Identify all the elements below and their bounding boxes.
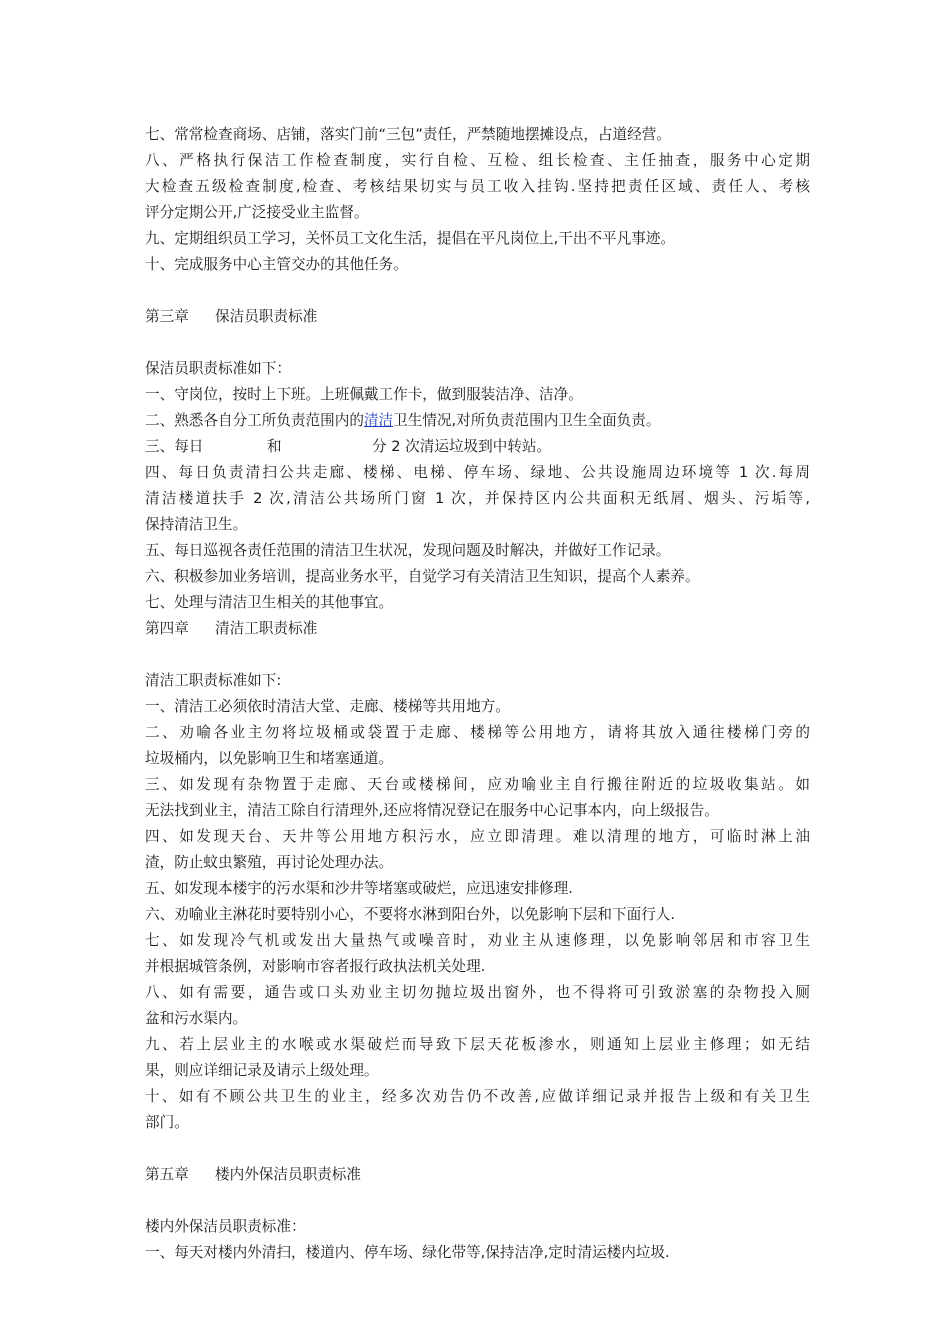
chapter-3-item-2-prefix: 二、熟悉各自分工所负责范围内的 <box>145 412 364 429</box>
paragraph-item-10: 十、完成服务中心主管交办的其他任务。 <box>145 256 408 273</box>
spacer <box>145 330 810 356</box>
chapter-4-item-10-line-2: 部门。 <box>145 1114 189 1131</box>
chapter-4-item-4-line-1: 四、如发现天台、天井等公用地方积污水，应立即清理。难以清理的地方，可临时淋上油 <box>145 828 810 845</box>
chapter-4-item-10-line-1: 十、如有不顾公共卫生的业主，经多次劝告仍不改善,应做详细记录并报告上级和有关卫生 <box>145 1088 810 1105</box>
chapter-4-item-3-line-2: 无法找到业主，清洁工除自行清理外,还应将情况登记在服务中心记事本内，向上级报告。 <box>145 802 719 819</box>
chapter-3-number: 第三章 <box>145 308 189 325</box>
chapter-3-intro: 保洁员职责标准如下： <box>145 360 291 377</box>
chapter-4-item-1: 一、清洁工必须依时清洁大堂、走廊、楼梯等共用地方。 <box>145 698 510 715</box>
chapter-4-item-5: 五、如发现本楼宇的污水渠和沙井等堵塞或破烂，应迅速安排修理. <box>145 880 573 897</box>
chapter-3-item-6: 六、积极参加业务培训，提高业务水平，自觉学习有关清洁卫生知识，提高个人素养。 <box>145 568 700 585</box>
chapter-3-item-2 <box>145 408 810 434</box>
paragraph-item-8-line-2: 大检查五级检查制度,检查、考核结果切实与员工收入挂钩.坚持把责任区域、责任人、考核 <box>145 178 810 195</box>
chapter-4-item-8-line-2: 盆和污水渠内。 <box>145 1010 248 1027</box>
chapter-4-item-9-line-2: 果，则应详细记录及请示上级处理。 <box>145 1062 379 1079</box>
chapter-5-heading <box>145 1162 810 1188</box>
document-page <box>145 122 810 1266</box>
spacer <box>145 1188 810 1214</box>
chapter-3-heading <box>145 304 810 330</box>
chapter-5-number: 第五章 <box>145 1166 189 1183</box>
chapter-4-item-6: 六、劝喻业主淋花时要特别小心，不要将水淋到阳台外，以免影响下层和下面行人. <box>145 906 676 923</box>
spacer <box>145 642 810 668</box>
chapter-4-item-2-line-1: 二、劝喻各业主勿将垃圾桶或袋置于走廊、楼梯等公用地方，请将其放入通往楼梯门旁的 <box>145 724 810 741</box>
spacer <box>145 1136 810 1162</box>
paragraph-item-9: 九、定期组织员工学习，关怀员工文化生活，提倡在平凡岗位上,干出不平凡事迹。 <box>145 230 676 247</box>
chapter-4-heading <box>145 616 810 642</box>
paragraph-item-8-line-3: 评分定期公开,广泛接受业主监督。 <box>145 204 369 221</box>
chapter-5-title: 楼内外保洁员职责标准 <box>215 1166 361 1183</box>
chapter-3-item-3 <box>145 434 810 460</box>
chapter-5-intro: 楼内外保洁员职责标准： <box>145 1218 306 1235</box>
chapter-4-intro: 清洁工职责标准如下: <box>145 672 282 689</box>
chapter-3-item-4-line-2: 清洁楼道扶手 2 次,清洁公共场所门窗 1 次，并保持区内公共面积无纸屑、烟头、污垢等, <box>145 490 810 507</box>
chapter-3-item-5: 五、每日巡视各责任范围的清洁卫生状况，发现问题及时解决，并做好工作记录。 <box>145 542 671 559</box>
chapter-3-item-7: 七、处理与清洁卫生相关的其他事宜。 <box>145 594 394 611</box>
chapter-3-title: 保洁员职责标准 <box>215 308 318 325</box>
chapter-4-number: 第四章 <box>145 620 189 637</box>
chapter-4-item-4-line-2: 渣，防止蚊虫繁殖，再讨论处理办法。 <box>145 854 394 871</box>
paragraph-item-8-line-1: 八、严格执行保洁工作检查制度，实行自检、互检、组长检查、主任抽查，服务中心定期 <box>145 152 810 169</box>
chapter-4-item-7-line-1: 七、如发现冷气机或发出大量热气或噪音时，劝业主从速修理，以免影响邻居和市容卫生 <box>145 932 810 949</box>
chapter-4-item-8-line-1: 八、如有需要，通告或口头劝业主切勿抛垃圾出窗外，也不得将可引致淤塞的杂物投入厕 <box>145 984 810 1001</box>
chapter-3-item-4-line-3: 保持清洁卫生。 <box>145 516 248 533</box>
cleaning-link[interactable]: 清洁 <box>363 412 394 429</box>
chapter-4-item-2-line-2: 垃圾桶内，以免影响卫生和堵塞通道。 <box>145 750 394 767</box>
spacer <box>145 278 810 304</box>
chapter-4-item-7-line-2: 并根据城管条例，对影响市容者报行政执法机关处理. <box>145 958 486 975</box>
chapter-3-item-3-part-a: 三、每日 <box>145 438 204 455</box>
chapter-3-item-2-suffix: 卫生情况,对所负责范围内卫生全面负责。 <box>393 412 661 429</box>
paragraph-item-7: 七、常常检查商场、店铺，落实门前“三包”责任，严禁随地摆摊设点，占道经营。 <box>145 126 671 143</box>
chapter-3-item-3-part-b: 和 <box>267 438 282 455</box>
chapter-4-item-9-line-1: 九、若上层业主的水喉或水渠破烂而导致下层天花板渗水，则通知上层业主修理；如无结 <box>145 1036 810 1053</box>
chapter-3-item-4-line-1: 四、每日负责清扫公共走廊、楼梯、电梯、停车场、绿地、公共设施周边环境等 1 次.每周 <box>145 464 810 481</box>
chapter-3-item-1: 一、守岗位，按时上下班。上班佩戴工作卡，做到服装洁净、洁净。 <box>145 386 583 403</box>
chapter-3-item-3-part-c: 分 2 次清运垃圾到中转站。 <box>372 438 552 455</box>
chapter-4-title: 清洁工职责标准 <box>215 620 318 637</box>
chapter-5-item-1: 一、每天对楼内外清扫，楼道内、停车场、绿化带等,保持洁净,定时清运楼内垃圾. <box>145 1244 670 1261</box>
chapter-4-item-3-line-1: 三、如发现有杂物置于走廊、天台或楼梯间，应劝喻业主自行搬往附近的垃圾收集站。如 <box>145 776 810 793</box>
